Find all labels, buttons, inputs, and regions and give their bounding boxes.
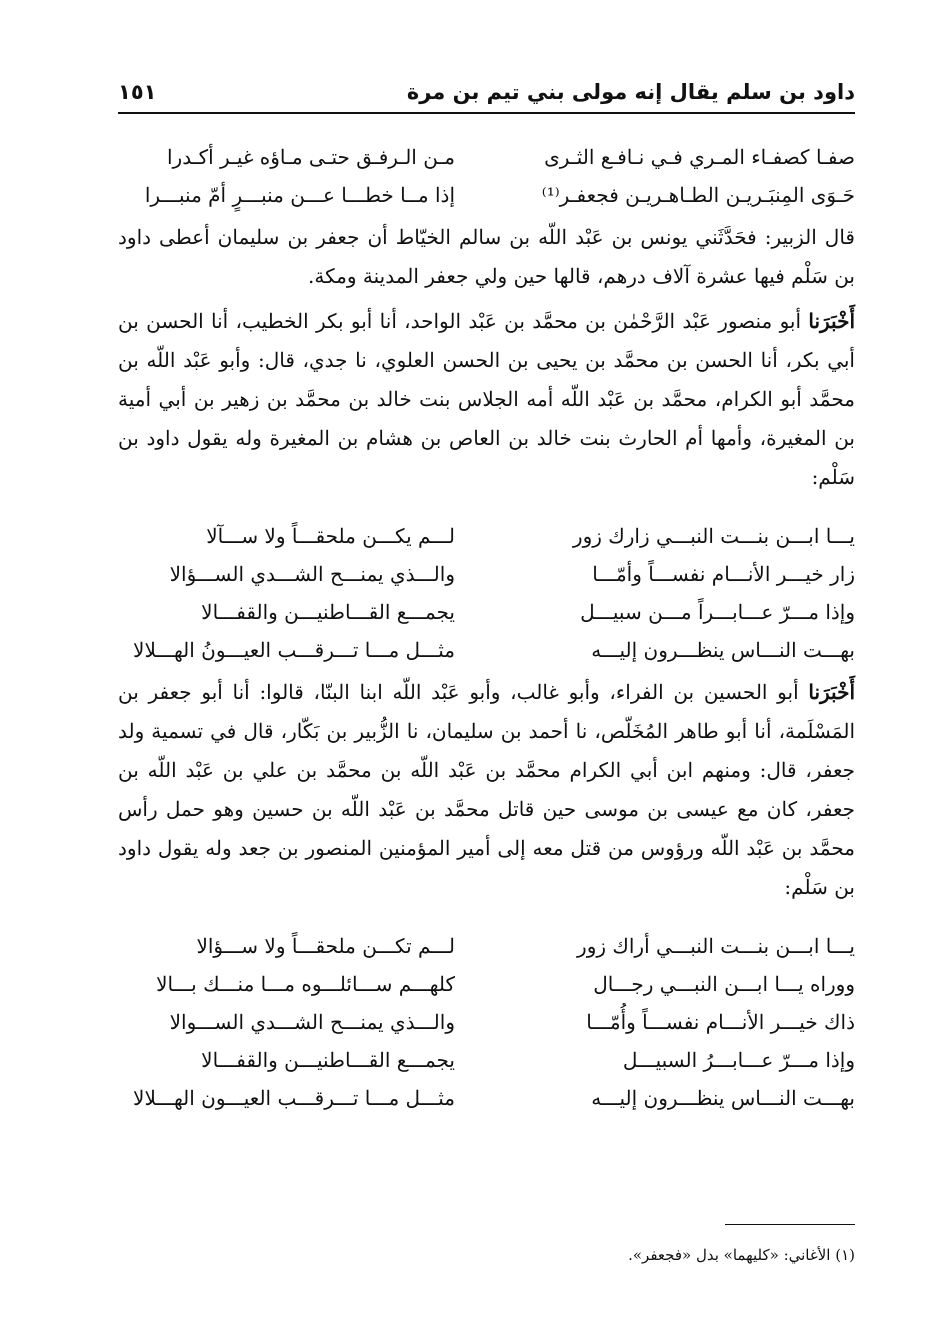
paragraph-zubair: قال الزبير: فحَدَّثَني يونس بن عَبْد اللّه بن سالم الخيّاط أن جعفر بن سليمان أعطى داود بن سَلْم فيها عشرة آلاف درهم، قالها حين ولي جعفر المدينة ومكة. (118, 225, 855, 288)
verse-second-hemistich: مثـــل مـــا تـــرقـــب العيـــونُ الهـــلالا (133, 638, 455, 662)
verse-line (118, 138, 855, 176)
verse-second-hemistich: والـــذي يمنـــح الشـــدي الســـؤالا (169, 562, 455, 586)
verse-line (118, 1079, 855, 1117)
verse-line (118, 631, 855, 669)
verse-line (118, 593, 855, 631)
paragraph-akhbarana-1 (118, 302, 855, 497)
verse-second-hemistich: لـــم تكـــن ملحقـــاً ولا ســـؤالا (196, 934, 455, 958)
verse-first-hemistich: ذاك خيـــر الأنـــام نفســـاً وأُمّـــا (586, 1010, 855, 1034)
verse-line (118, 927, 855, 965)
verse-second-hemistich: والـــذي يمنـــح الشـــدي الســـوالا (169, 1010, 455, 1034)
paragraph-text: أبو الحسين بن الفراء، وأبو غالب، وأبو عَبْد اللّه ابنا البنّا، قالوا: أنا أبو جعفر بن المَسْلَمة، أنا أبو طاهر المُخَلّص، نا أحمد بن سليمان، نا الزُّبير بن بَكّار، قال في تسمية ولد جعفر، قال: ومنهم ابن أبي الكرام محمَّد بن عَبْد اللّه بن محمَّد بن علي بن عَبْد اللّه بن جعفر، كان مع عيسى بن موسى حين قاتل محمَّد بن عَبْد اللّه بن حسين وهو حمل رأس محمَّد بن عَبْد اللّه ورؤوس من قتل معه إلى أمير المؤمنين المنصور بن جعد وله يقول داود بن سَلْم: (118, 680, 855, 899)
page-body (118, 138, 855, 1117)
verse-first-hemistich: يـــا ابـــن بنـــت النبـــي أراك زور (577, 934, 855, 958)
verse-first-hemistich: يـــا ابـــن بنـــت النبـــي زارك زور (572, 524, 855, 548)
footnote-rule (725, 1224, 855, 1225)
akhbarana-keyword: أَخْبَرَنا (808, 680, 855, 704)
verse-first-hemistich: وإذا مـــرّ عـــابـــرُ السبيـــل (622, 1048, 855, 1072)
verse-second-hemistich: يجمـــع القـــاطنيـــن والقفـــالا (201, 1048, 455, 1072)
verse-second-hemistich: لـــم يكـــن ملحقـــاً ولا ســـآلا (206, 524, 455, 548)
header-rule (118, 112, 855, 114)
verse-first-hemistich: زار خيـــر الأنـــام نفســـاً وأمّـــا (592, 562, 855, 586)
verse-second-hemistich: كلهـــم ســـائلـــوه مـــا منـــك بـــالا (156, 972, 455, 996)
page-number: ١٥١ (118, 80, 157, 104)
header-title: داود بن سلم يقال إنه مولى بني تيم بن مرة (406, 80, 855, 104)
verse-line (118, 1003, 855, 1041)
verse-second-hemistich: إذا مــا خطـــا عـــن منبـــرٍ أمّ منبـــرا (144, 183, 455, 207)
verse-first-hemistich: وإذا مـــرّ عـــابـــراً مـــن سبيـــل (580, 600, 855, 624)
verse-line (118, 555, 855, 593)
paragraph-text: أبو منصور عَبْد الرَّحْمٰن بن محمَّد بن عَبْد الواحد، أنا أبو بكر الخطيب، أنا الحسن بن أبي بكر، أنا الحسن بن محمَّد بن يحيى بن الحسن العلوي، نا جدي، قال: وأبو عَبْد اللّه بن محمَّد أبو الكرام، محمَّد بن عَبْد اللّه أمه الجلاس بنت خالد بن محمَّد بن زهير بن أبي أمية بن المغيرة، وأمها أم الحارث بنت خالد بن العاص بن هشام بن المغيرة وله يقول داود بن سَلْم: (118, 309, 855, 489)
verse-first-hemistich: بهـــت النـــاس ينظـــرون إليـــه (591, 638, 855, 662)
verse-second-hemistich: مـن الـرفـق حتـى مـاؤه غيـر أكـدرا (167, 145, 455, 169)
footnote: (١) الأغاني: «كليهما» بدل «فجعفر». (628, 1246, 855, 1264)
verse-second-hemistich: يجمـــع القـــاطنيـــن والقفـــالا (201, 600, 455, 624)
verse-first-hemistich: ووراه يـــا ابـــن النبـــي رجـــال (593, 972, 855, 996)
verse-line (118, 1041, 855, 1079)
akhbarana-keyword: أَخْبَرَنا (808, 309, 855, 333)
verse-line (118, 965, 855, 1003)
verse-first-hemistich: صفـا كصفـاء المـري فـي نـافـع الثـرى (544, 145, 855, 169)
verse-line (118, 517, 855, 555)
paragraph-akhbarana-2 (118, 673, 855, 907)
verse-second-hemistich: مثـــل مـــا تـــرقـــب العيـــون الهـــلالا (133, 1086, 455, 1110)
running-header (118, 72, 855, 112)
verse-line (118, 176, 855, 214)
verse-first-hemistich: بهـــت النـــاس ينظـــرون إليـــه (591, 1086, 855, 1110)
verse-first-hemistich: حَـوَى المِنبَـريـن الطـاهـريـن فجعفـر⁽¹⁾ (541, 183, 855, 207)
